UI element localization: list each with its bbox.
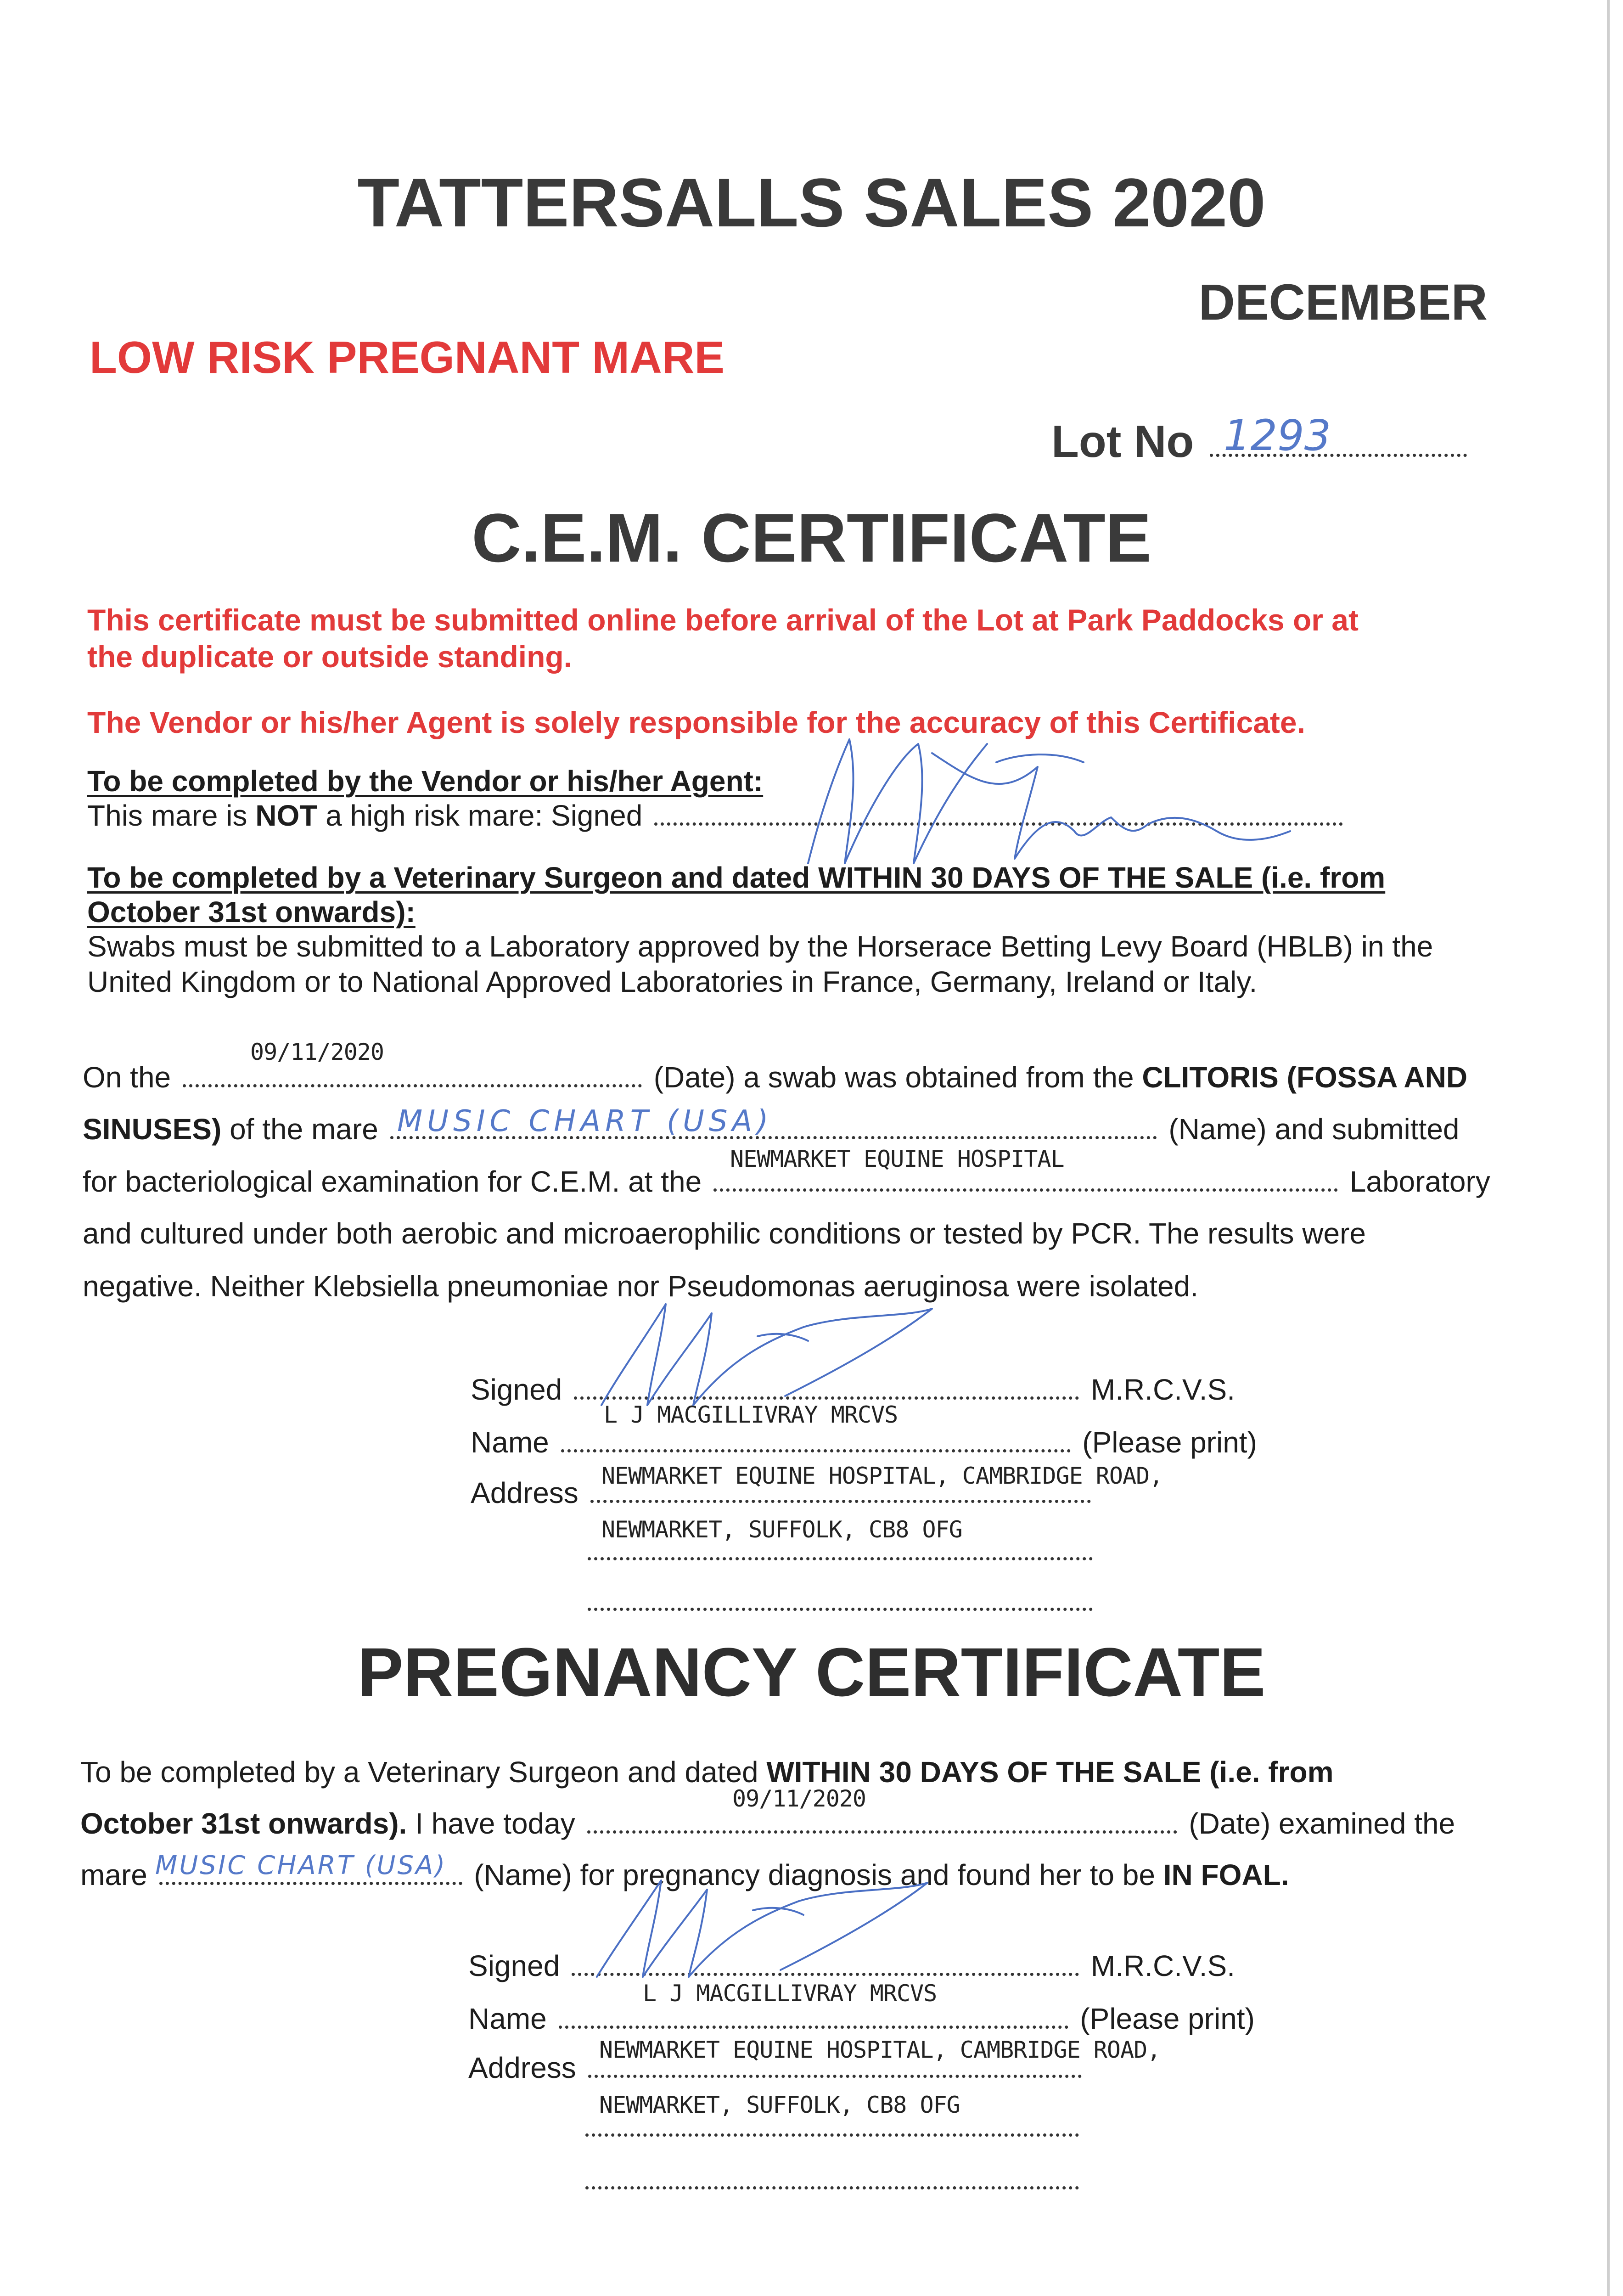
- vendor-text-b: a high risk mare: Signed: [317, 799, 643, 832]
- cem-vet-signature-scribble: [592, 1290, 941, 1414]
- preg-line-2-a: October 31st onwards).: [80, 1807, 407, 1840]
- preg-line-3-a: mare: [80, 1858, 147, 1891]
- preg-line-1: [80, 1753, 1333, 1791]
- vendor-text-a: This mare is: [87, 799, 256, 832]
- cem-address-line-2: NEWMARKET, SUFFOLK, CB8 OFG: [601, 1516, 962, 1543]
- vendor-signature-scribble: [781, 726, 1309, 877]
- sale-month: DECEMBER: [1198, 274, 1488, 331]
- cem-address-dots-3: [588, 1605, 1093, 1613]
- vendor-text-not: NOT: [255, 799, 318, 832]
- preg-line-2-b: I have today: [407, 1807, 575, 1840]
- swab-text-1: Swabs must be submitted to a Laboratory approved by the Horserace Betting Levy Board (HBLB) in the: [87, 930, 1433, 963]
- document-title: TATTERSALLS SALES 2020: [357, 164, 1266, 241]
- preg-signed-label: Signed: [468, 1949, 560, 1982]
- cem-mrcvs-label: M.R.C.V.S.: [1090, 1373, 1235, 1406]
- preg-line-3-b: (Name) for pregnancy diagnosis and found her to be: [474, 1858, 1163, 1891]
- cem-address-label: Address: [471, 1476, 578, 1509]
- preg-address-dots-3: [585, 2183, 1079, 2192]
- preg-address-row: [468, 2049, 1085, 2087]
- preg-address-dots-2: [585, 2131, 1079, 2139]
- preg-date-value: 09/11/2020: [732, 1785, 866, 1812]
- cem-name-row: [471, 1424, 1257, 1461]
- preg-address-line-2: NEWMARKET, SUFFOLK, CB8 OFG: [599, 2092, 960, 2118]
- pregnancy-title: PREGNANCY CERTIFICATE: [357, 1633, 1266, 1711]
- of-the-mare-label: of the mare: [221, 1113, 378, 1146]
- preg-address-line-1: NEWMARKET EQUINE HOSPITAL, CAMBRIDGE ROAD,: [599, 2037, 1161, 2063]
- cem-address-row: [471, 1474, 1095, 1512]
- on-the-label: On the: [83, 1061, 171, 1094]
- preg-line-1-a: To be completed by a Veterinary Surgeon and dated: [80, 1756, 767, 1789]
- lot-label: Lot No: [1051, 416, 1194, 467]
- cem-name-dots: [561, 1449, 1071, 1452]
- preg-please-print: (Please print): [1080, 2002, 1255, 2035]
- cem-title: C.E.M. CERTIFICATE: [472, 499, 1151, 576]
- preg-vet-signature-scribble: [588, 1869, 937, 1984]
- cem-please-print: (Please print): [1082, 1426, 1257, 1459]
- cem-address-dots-1: [590, 1500, 1091, 1503]
- cem-mare-value: MUSIC CHART (USA): [397, 1104, 773, 1138]
- negative-text: negative. Neither Klebsiella pneumoniae nor Pseudomonas aeruginosa were isolated.: [83, 1270, 1198, 1303]
- cultured-text: and cultured under both aerobic and microaerophilic conditions or tested by PCR. The results were: [83, 1217, 1366, 1250]
- preg-line-1-b: WITHIN 30 DAYS OF THE SALE (i.e. from: [766, 1756, 1334, 1789]
- cem-notice-2: The Vendor or his/her Agent is solely responsible for the accuracy of this Certificate.: [87, 705, 1305, 739]
- preg-mare-value: MUSIC CHART (USA): [155, 1851, 447, 1880]
- lot-value: 1293: [1224, 411, 1331, 460]
- vendor-heading: To be completed by the Vendor or his/her Agent:: [87, 765, 764, 798]
- laboratory-label: Laboratory: [1349, 1165, 1490, 1198]
- preg-mare-dots: [159, 1882, 462, 1885]
- vet-heading-2: October 31st onwards):: [87, 895, 416, 929]
- preg-address-dots-1: [588, 2075, 1082, 2078]
- preg-date-dots: [587, 1830, 1177, 1834]
- preg-name-value: L J MACGILLIVRAY MRCVS: [643, 1980, 937, 2007]
- vet-heading-1: To be completed by a Veterinary Surgeon and dated WITHIN 30 DAYS OF THE SALE (i.e. from: [87, 861, 1386, 894]
- cem-name-label: Name: [471, 1426, 549, 1459]
- preg-name-row: [468, 2000, 1255, 2037]
- preg-name-label: Name: [468, 2002, 547, 2035]
- preg-line-2-c: (Date) examined the: [1189, 1807, 1455, 1840]
- lab-dots: [713, 1188, 1338, 1192]
- cem-notice-1b: the duplicate or outside standing.: [87, 640, 573, 674]
- preg-mrcvs-label: M.R.C.V.S.: [1090, 1949, 1235, 1982]
- cem-name-value: L J MACGILLIVRAY MRCVS: [604, 1401, 898, 1428]
- cem-notice-1: This certificate must be submitted online before arrival of the Lot at Park Paddocks or at: [87, 603, 1359, 637]
- date-dots: [183, 1084, 642, 1087]
- cem-signed-label: Signed: [471, 1373, 562, 1406]
- sinuses-label: SINUSES): [83, 1113, 222, 1146]
- cem-lab-value: NEWMARKET EQUINE HOSPITAL: [730, 1146, 1064, 1172]
- cem-date-value: 09/11/2020: [250, 1039, 384, 1065]
- name-submitted-label: (Name) and submitted: [1168, 1113, 1460, 1146]
- cem-address-line-1: NEWMARKET EQUINE HOSPITAL, CAMBRIDGE ROAD,: [601, 1463, 1163, 1489]
- risk-label: LOW RISK PREGNANT MARE: [90, 332, 724, 383]
- scan-edge: [1607, 0, 1610, 2296]
- swab-text-2: United Kingdom or to National Approved Laboratories in France, Germany, Ireland or Italy.: [87, 965, 1258, 998]
- date-suffix-a: (Date) a swab was obtained from the: [653, 1061, 1142, 1094]
- date-suffix-b: CLITORIS (FOSSA AND: [1142, 1061, 1468, 1094]
- for-bact-label: for bacteriological examination for C.E.M. at the: [83, 1165, 702, 1198]
- cem-address-dots-2: [588, 1554, 1093, 1563]
- preg-line-3-c: IN FOAL.: [1163, 1858, 1289, 1891]
- preg-name-dots: [559, 2026, 1068, 2029]
- preg-address-label: Address: [468, 2051, 576, 2084]
